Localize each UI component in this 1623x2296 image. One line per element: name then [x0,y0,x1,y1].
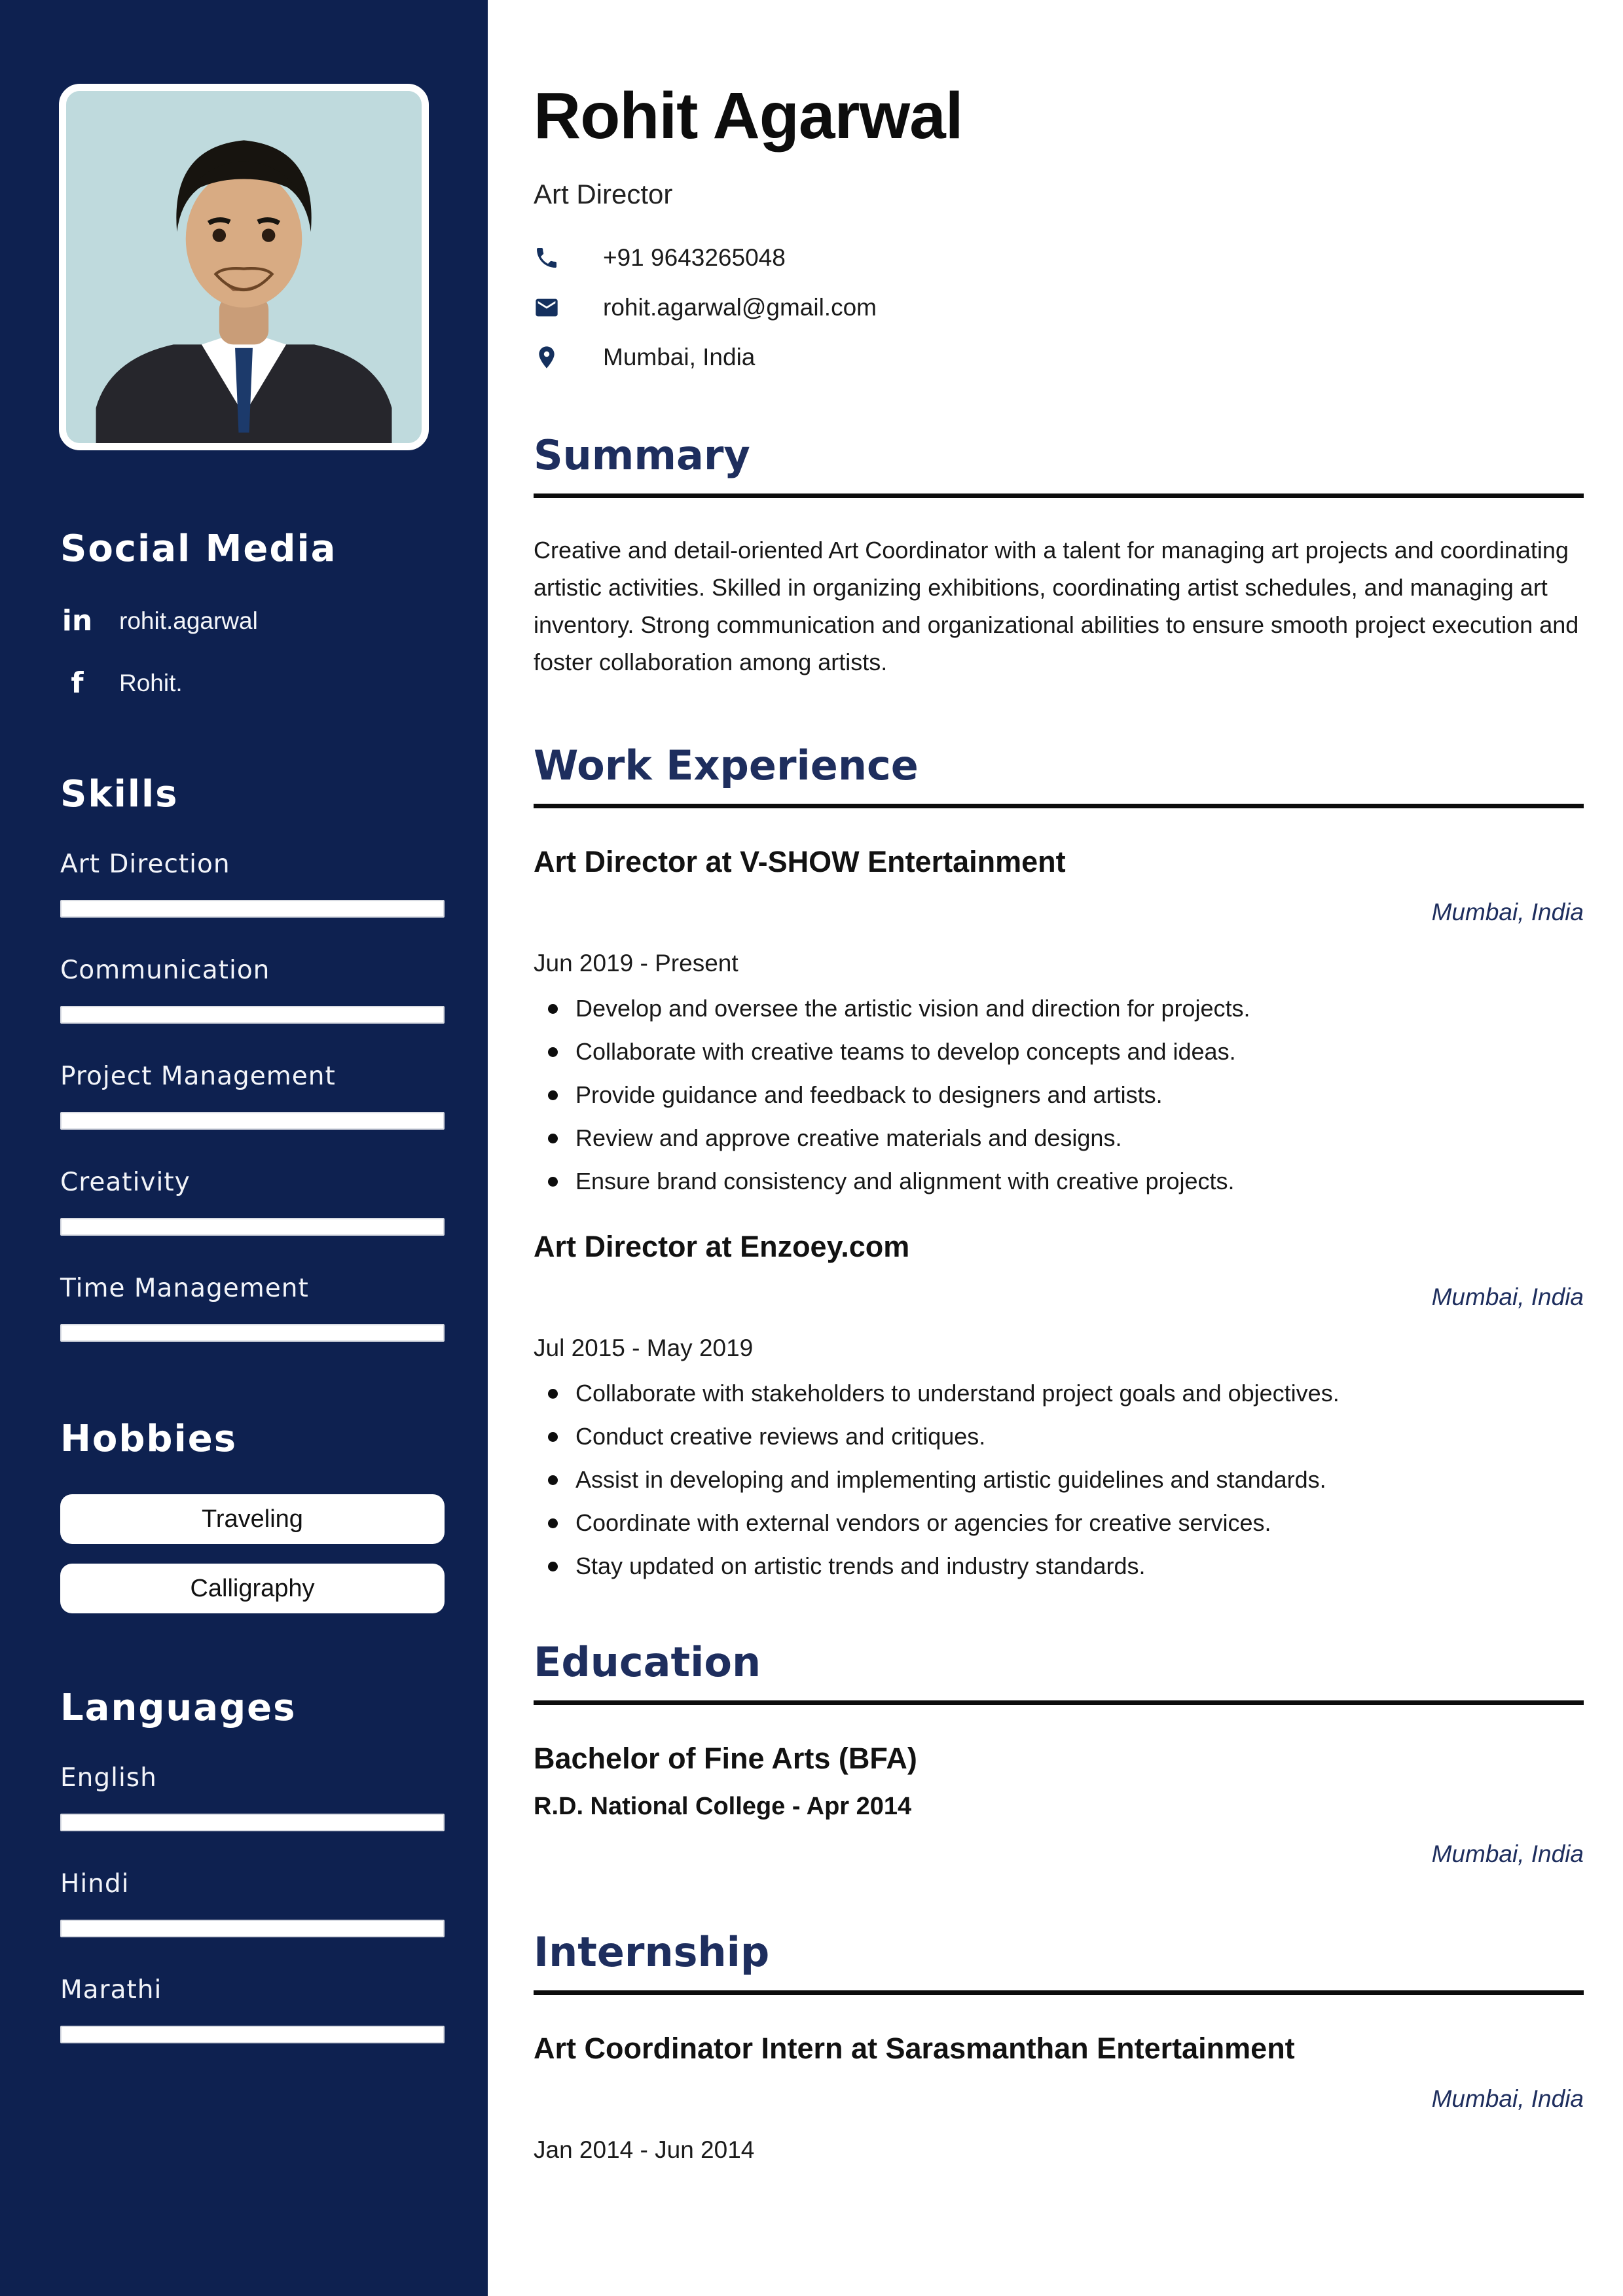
internship-heading: Internship [534,1928,770,1976]
skill-bar-fill [62,1325,443,1340]
contact-location-row [534,344,1584,371]
email-icon [534,295,560,321]
language-label: English [60,1763,157,1793]
language-item [60,1869,445,1937]
education-school-line: R.D. National College - Apr 2014 [534,1792,912,1820]
skills-section [60,773,445,1342]
languages-section [60,1687,445,2043]
contact-phone-row [534,244,1584,272]
education-degree: Bachelor of Fine Arts (BFA) [534,1741,917,1775]
job-bullet-list [534,994,1584,1194]
languages-heading: Languages [60,1687,297,1729]
language-bar [60,1920,445,1937]
portrait-illustration [66,91,422,443]
education-entry [534,1742,1584,1868]
job-bullet-list [534,1379,1584,1579]
contact-list [534,244,1584,371]
job-entry [534,845,1584,1193]
language-item [60,1975,445,2043]
skill-item [60,956,445,1024]
skill-label: Creativity [60,1168,191,1197]
profile-photo [59,84,429,450]
location-text: Mumbai, India [603,344,756,370]
linkedin-icon: in [62,604,93,637]
sidebar [0,0,488,2296]
skill-bar-fill [62,1007,443,1022]
job-bullet: Conduct creative reviews and critiques. [534,1425,1584,1448]
work-experience-section [534,742,1584,1578]
job-entry [534,1230,1584,1578]
job-location: Mumbai, India [1431,1283,1584,1310]
language-bar [60,2026,445,2043]
job-title: Art Director at V-SHOW Entertainment [534,844,1066,878]
main-column [488,0,1623,2296]
job-bullet: Ensure brand consistency and alignment with creative projects. [534,1170,1584,1193]
section-divider [534,1700,1584,1705]
skill-bar-fill [62,1113,443,1128]
job-location: Mumbai, India [1431,898,1584,925]
skill-label: Time Management [60,1274,309,1303]
summary-section [534,431,1584,681]
person-name: Rohit Agarwal [534,79,963,152]
skill-bar [60,1324,445,1342]
section-divider [534,804,1584,808]
social-media-section [60,528,445,700]
linkedin-handle: rohit.agarwal [119,607,258,634]
hobby-pill: Calligraphy [60,1564,445,1613]
language-label: Marathi [60,1975,162,2005]
phone-icon [534,245,560,271]
job-bullet: Stay updated on artistic trends and industry standards. [534,1554,1584,1578]
hobby-pill: Traveling [60,1494,445,1544]
facebook-handle: Rohit. [119,669,183,696]
social-media-heading: Social Media [60,528,337,570]
resume-header [534,79,1584,371]
language-bar-fill [62,1815,443,1830]
facebook-icon: f [71,666,84,700]
skill-bar-fill [62,901,443,916]
person-job-title: Art Director [534,179,673,209]
skill-item [60,850,445,918]
social-item-facebook [60,666,445,700]
location-pin-icon [534,344,560,370]
skill-label: Art Direction [60,850,230,879]
skill-bar-fill [62,1219,443,1234]
job-bullet: Coordinate with external vendors or agencies for creative services. [534,1511,1584,1535]
language-item [60,1763,445,1831]
job-bullet: Develop and oversee the artistic vision and direction for projects. [534,997,1584,1020]
skills-heading: Skills [60,773,179,816]
language-bar-fill [62,1921,443,1936]
skill-item [60,1168,445,1236]
email-address: rohit.agarwal@gmail.com [603,294,877,321]
work-experience-heading: Work Experience [534,741,919,789]
job-dates: Jul 2015 - May 2019 [534,1334,754,1361]
internship-entry [534,2032,1584,2164]
skill-bar [60,1218,445,1236]
job-title: Art Director at Enzoey.com [534,1229,910,1263]
job-dates: Jun 2019 - Present [534,949,739,977]
education-heading: Education [534,1638,761,1686]
skill-item [60,1274,445,1342]
education-location: Mumbai, India [1431,1840,1584,1867]
social-item-linkedin [60,604,445,637]
internship-location: Mumbai, India [1431,2085,1584,2112]
contact-email-row [534,294,1584,321]
skill-label: Communication [60,956,270,985]
skill-bar [60,900,445,918]
section-divider [534,493,1584,498]
summary-text: Creative and detail-oriented Art Coordinator with a talent for managing art projects and coordinating artistic activities. Skilled in organizing exhibitions, coordinating artist schedules, and managing art inventory. Strong communication and organizational abilities to ensure smooth project execution and foster collaboration among artists. [534,537,1579,675]
job-bullet: Collaborate with creative teams to develop concepts and ideas. [534,1040,1584,1064]
hobbies-heading: Hobbies [60,1418,238,1460]
section-divider [534,1990,1584,1995]
internship-title: Art Coordinator Intern at Sarasmanthan Entertainment [534,2031,1295,2065]
hobbies-section [60,1418,445,1613]
skill-bar [60,1112,445,1130]
job-bullet: Provide guidance and feedback to designers and artists. [534,1083,1584,1107]
job-bullet: Assist in developing and implementing artistic guidelines and standards. [534,1468,1584,1492]
skill-bar [60,1006,445,1024]
language-label: Hindi [60,1869,130,1899]
job-bullet: Review and approve creative materials and designs. [534,1126,1584,1150]
language-bar-fill [62,2027,443,2042]
language-bar [60,1814,445,1831]
internship-section [534,1928,1584,2164]
job-bullet: Collaborate with stakeholders to understand project goals and objectives. [534,1382,1584,1405]
skill-label: Project Management [60,1062,336,1091]
internship-dates: Jan 2014 - Jun 2014 [534,2136,755,2163]
education-section [534,1638,1584,1868]
summary-heading: Summary [534,431,750,479]
phone-number: +91 9643265048 [603,244,786,271]
skill-item [60,1062,445,1130]
